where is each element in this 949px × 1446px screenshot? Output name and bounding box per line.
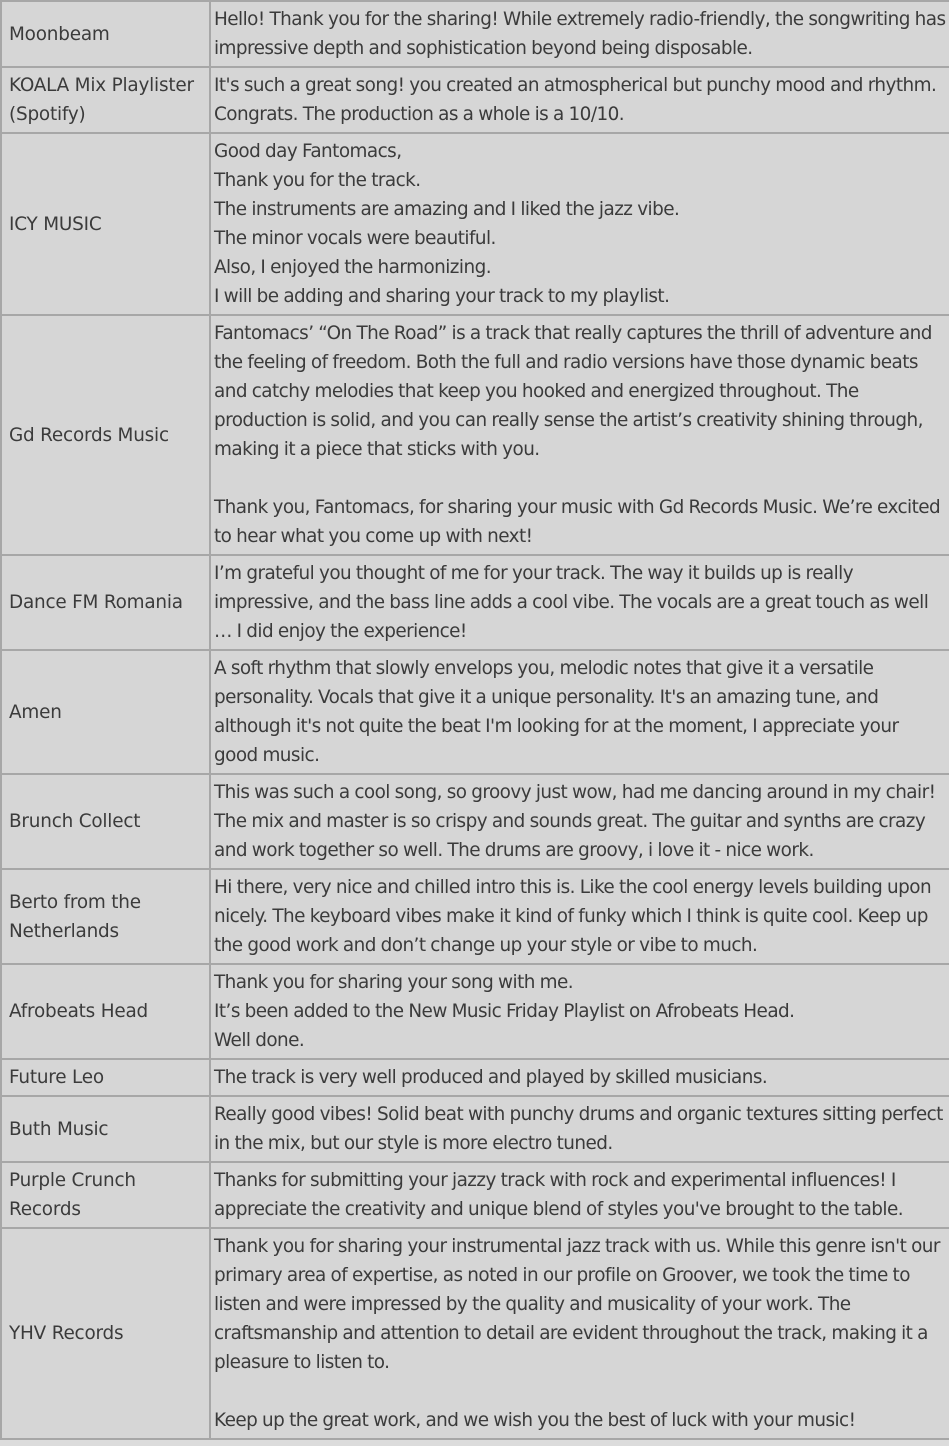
review-row [1,964,949,1059]
review-text-cell [210,1059,949,1096]
review-paragraph [214,968,946,1055]
review-paragraph [214,1406,946,1435]
review-line: Thanks for submitting your jazzy track with rock and experimental influences! I appreciate the creativity and unique blend of styles you've brought to the table. [214,1170,904,1220]
reviewer-name: Berto from the Netherlands [1,869,210,964]
review-row [1,774,949,869]
review-paragraph [214,1232,946,1377]
review-text-cell [210,869,949,964]
review-text-cell [210,1228,949,1439]
review-text-cell [210,133,949,315]
review-paragraph [214,654,946,770]
review-text-cell [210,1096,949,1162]
review-row [1,650,949,774]
review-text-cell [210,67,949,133]
review-paragraph [214,137,946,311]
review-text-cell [210,964,949,1059]
review-text-cell [210,774,949,869]
review-row [1,67,949,133]
review-line: Thank you for the track. [214,170,421,191]
review-row [1,1162,949,1228]
review-line: Thank you for sharing your song with me. [214,972,574,993]
review-line: Hi there, very nice and chilled intro this is. Like the cool energy levels building upon nicely. The keyboard vibes make it kind of funky which I think is quite cool. Keep up the good work and don’t change up your style or vibe to much. [214,877,932,956]
reviewer-name: Moonbeam [1,1,210,67]
review-line: A soft rhythm that slowly envelops you, melodic notes that give it a versatile personality. Vocals that give it a unique personality. It's an amazing tune, and although it's not quite the beat I'm looking for at the moment, I appreciate your good music. [214,658,899,766]
review-paragraph [214,5,946,63]
review-text-cell [210,1,949,67]
review-line: I’m grateful you thought of me for your track. The way it builds up is really impressive, and the bass line adds a cool vibe. The vocals are a great touch as well … I did enjoy the experience! [214,563,929,642]
review-text-cell [210,1162,949,1228]
review-row [1,1228,949,1439]
review-line: I will be adding and sharing your track to my playlist. [214,286,670,307]
reviewer-name: Amen [1,650,210,774]
review-row [1,1059,949,1096]
review-paragraph [214,1100,946,1158]
review-text-cell [210,315,949,555]
reviewer-name: Buth Music [1,1096,210,1162]
reviewer-name: KOALA Mix Playlister (Spotify) [1,67,210,133]
reviewer-name: YHV Records [1,1228,210,1439]
review-line: Hello! Thank you for the sharing! While extremely radio-friendly, the songwriting has impressive depth and sophistication beyond being disposable. [214,9,946,59]
review-line: Really good vibes! Solid beat with punchy drums and organic textures sitting perfect in the mix, but our style is more electro tuned. [214,1104,943,1154]
review-paragraph [214,319,946,464]
reviewer-name: Purple Crunch Records [1,1162,210,1228]
review-paragraph [214,1166,946,1224]
review-line: Keep up the great work, and we wish you the best of luck with your music! [214,1410,856,1431]
review-line: This was such a cool song, so groovy just wow, had me dancing around in my chair! The mix and master is so crispy and sounds great. The guitar and synths are crazy and work together so well. The drums are groovy, i love it - nice work. [214,782,936,861]
reviewer-name: Dance FM Romania [1,555,210,650]
review-row [1,133,949,315]
review-text-cell [210,555,949,650]
review-paragraph [214,493,946,551]
review-paragraph [214,1063,946,1092]
reviewer-name: Afrobeats Head [1,964,210,1059]
review-row [1,1096,949,1162]
review-line: Well done. [214,1030,305,1051]
review-line: Fantomacs’ “On The Road” is a track that really captures the thrill of adventure and the feeling of freedom. Both the full and radio versions have those dynamic beats and catchy melodies that keep you hooked and energized throughout. The production is solid, and you can really sense the artist’s creativity shining through, making it a piece that sticks with you. [214,323,932,460]
review-paragraph [214,559,946,646]
review-line: Also, I enjoyed the harmonizing. [214,257,491,278]
reviews-table-body [1,1,949,1439]
review-line: The track is very well produced and played by skilled musicians. [214,1067,768,1088]
review-text-cell [210,650,949,774]
review-row [1,555,949,650]
review-line: It’s been added to the New Music Friday Playlist on Afrobeats Head. [214,1001,795,1022]
reviewer-name: Future Leo [1,1059,210,1096]
review-paragraph [214,71,946,129]
review-row [1,869,949,964]
review-line: Thank you for sharing your instrumental jazz track with us. While this genre isn't our primary area of expertise, as noted in our profile on Groover, we took the time to listen and were impressed by the quality and musicality of your work. The craftsmanship and attention to detail are evident throughout the track, making it a pleasure to listen to. [214,1236,940,1373]
review-paragraph [214,873,946,960]
review-line: It's such a great song! you created an atmospherical but punchy mood and rhythm. Congrats. The production as a whole is a 10/10. [214,75,937,125]
review-paragraph [214,778,946,865]
review-line: Good day Fantomacs, [214,141,402,162]
review-row [1,1,949,67]
review-line: Thank you, Fantomacs, for sharing your music with Gd Records Music. We’re excited to hear what you come up with next! [214,497,941,547]
review-line: The minor vocals were beautiful. [214,228,496,249]
review-row [1,315,949,555]
reviewer-name: ICY MUSIC [1,133,210,315]
reviewer-name: Gd Records Music [1,315,210,555]
review-line: The instruments are amazing and I liked the jazz vibe. [214,199,680,220]
reviewer-name: Brunch Collect [1,774,210,869]
